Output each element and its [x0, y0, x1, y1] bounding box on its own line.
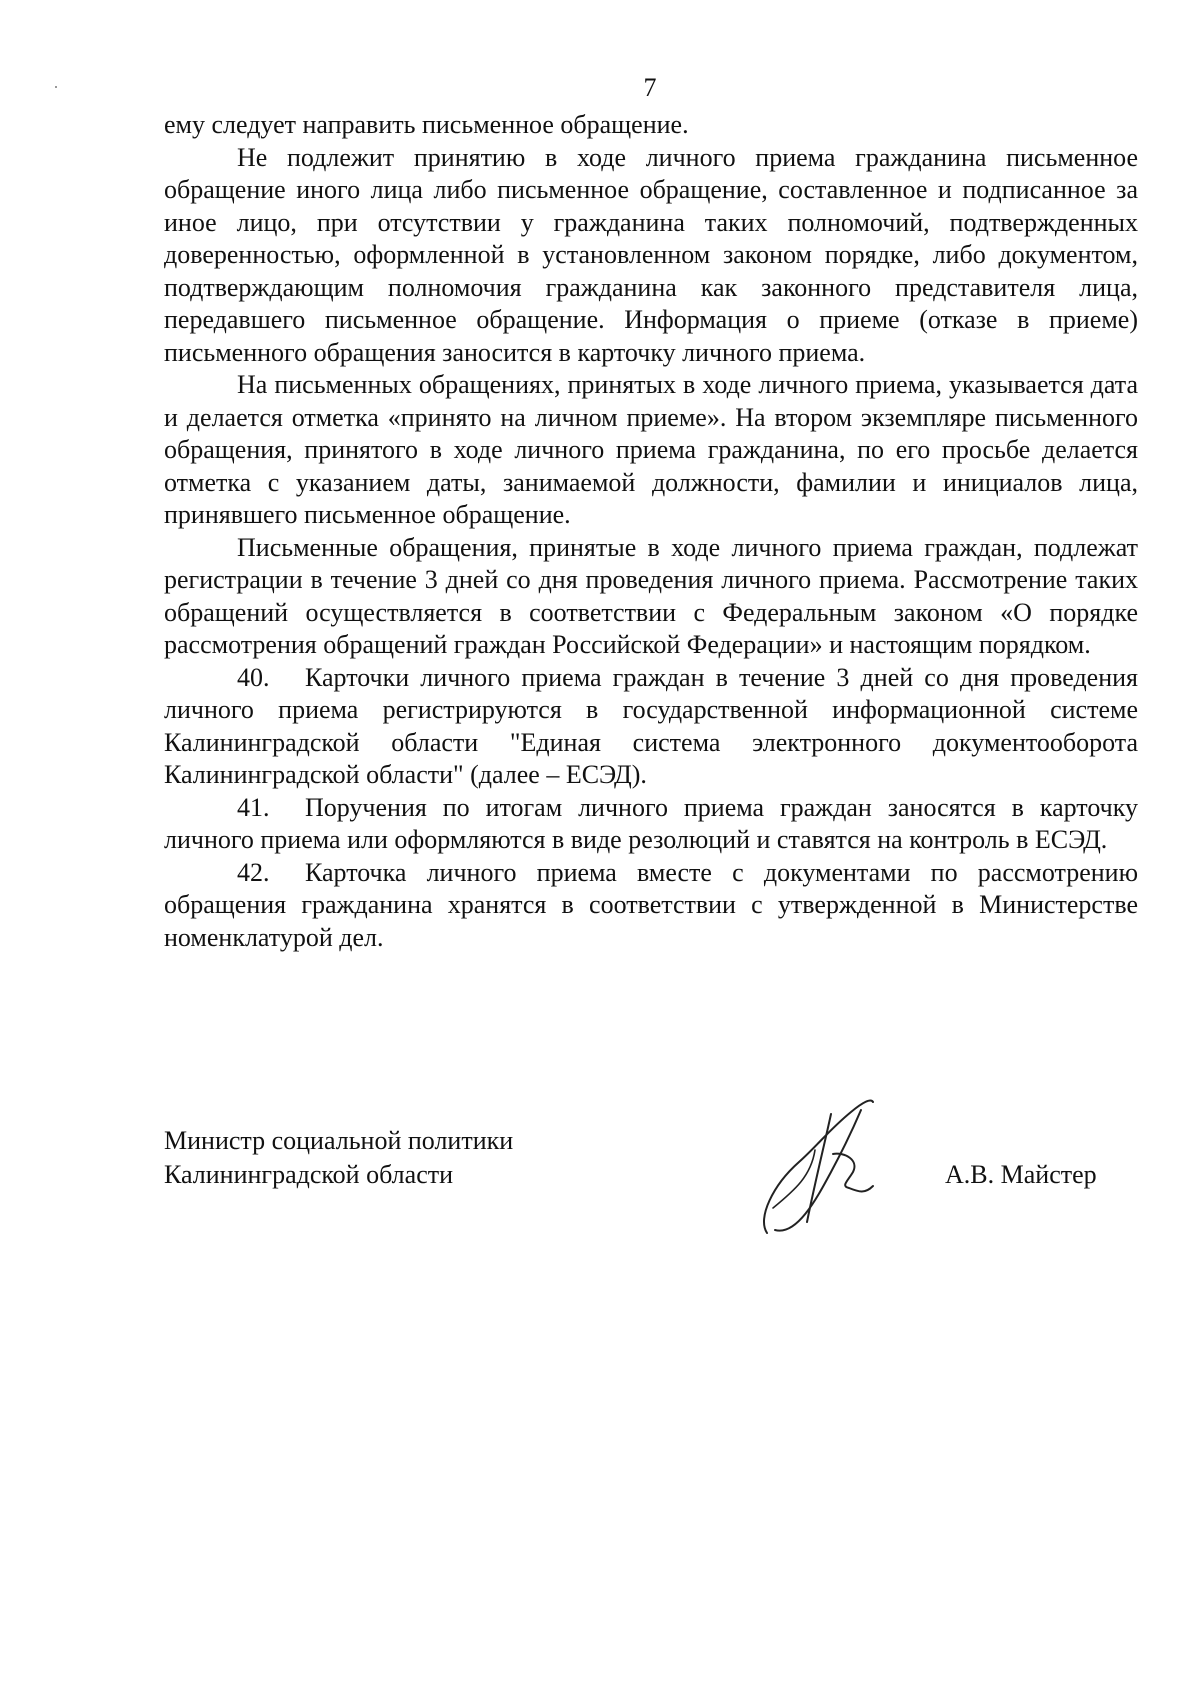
signatory-name: А.В. Майстер — [945, 1160, 1097, 1189]
clause-number: 42. — [237, 857, 270, 887]
paragraph-written-appeal-other-person — [164, 142, 1138, 370]
clause-42 — [164, 857, 1138, 955]
paragraph-continuation — [164, 109, 1138, 142]
clause-text: Карточки личного приема граждан в течение 3 дней со дня проведения личного приема регистрируются в государственной информационной системе Калининградской области "Единая система электронного документооборота Калининградской области" (далее – ЕСЭД). — [164, 662, 1138, 789]
signatory-title-line: Калининградской области — [164, 1160, 454, 1189]
paragraph-acceptance-mark — [164, 369, 1138, 532]
paragraph-registration — [164, 532, 1138, 662]
clause-number: 40. — [237, 662, 270, 692]
document-body — [164, 109, 1138, 954]
signatory-title-line: Министр социальной политики — [164, 1126, 514, 1155]
page-number: 7 — [643, 73, 657, 102]
clause-text: Поручения по итогам личного приема граждан заносятся в карточку личного приема или оформляются в виде резолюций и ставятся на контроль в ЕСЭД. — [164, 792, 1138, 854]
paragraph-text: Не подлежит принятию в ходе личного приема гражданина письменное обращение иного лица либо письменное обращение, составленное и подписанное за иное лицо, при отсутствии у гражданина таких полномочий, подтвержденных доверенностью, оформленной в установленном законом порядке, либо документом, подтверждающим полномочия гражданина как законного представителя лица, передавшего письменное обращение. Информация о приеме (отказе в приеме) письменного обращения заносится в карточку личного приема. — [164, 142, 1138, 367]
paragraph-text: ему следует направить письменное обращение. — [164, 110, 689, 139]
paragraph-text: На письменных обращениях, принятых в ходе личного приема, указывается дата и делается отметка «принято на личном приеме». На втором экземпляре письменного обращения, принятого в ходе личного приема гражданина, по его просьбе делается отметка с указанием даты, занимаемой должности, фамилии и инициалов лица, принявшего письменное обращение. — [164, 370, 1138, 529]
handwritten-signature — [755, 1090, 925, 1240]
clause-40 — [164, 662, 1138, 792]
signatory-title — [164, 1124, 513, 1192]
clause-number: 41. — [237, 792, 270, 822]
clause-41 — [164, 792, 1138, 857]
paragraph-text: Письменные обращения, принятые в ходе личного приема граждан, подлежат регистрации в течение 3 дней со дня проведения личного приема. Рассмотрение таких обращений осуществляется в соответствии с Федеральным законом «О порядке рассмотрения обращений граждан Российской Федерации» и настоящим порядком. — [164, 532, 1138, 659]
clause-text: Карточка личного приема вместе с документами по рассмотрению обращения гражданина хранятся в соответствии с утвержденной в Министерстве номенклатурой дел. — [164, 857, 1138, 952]
